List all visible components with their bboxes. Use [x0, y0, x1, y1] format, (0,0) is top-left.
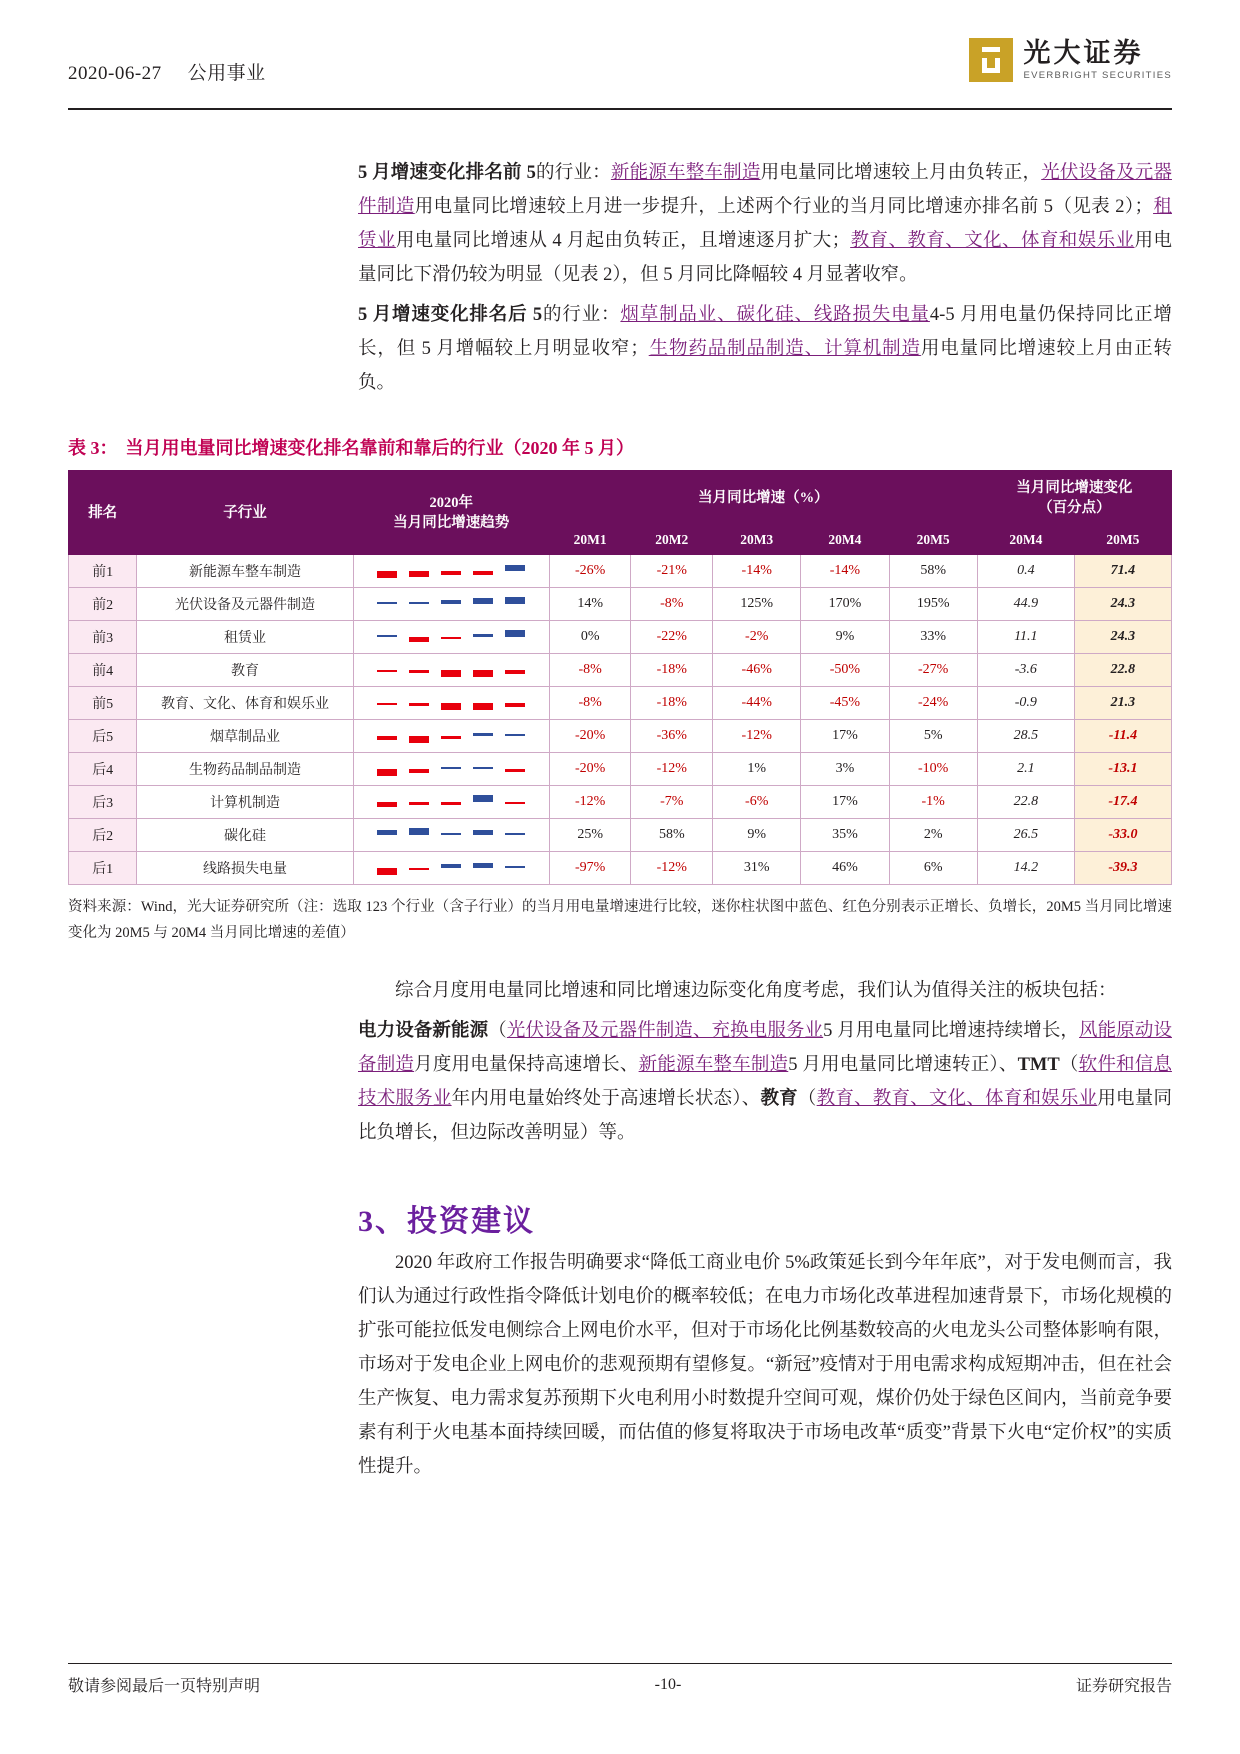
cell-growth-20m3: -44%: [713, 687, 801, 720]
cell-change-20m4: 11.1: [977, 621, 1074, 654]
table-caption-label: 表 3：: [68, 438, 118, 458]
cell-change-20m4: 28.5: [977, 720, 1074, 753]
sparkline-bar: [473, 562, 493, 580]
sparkline-chart: [377, 628, 525, 646]
cell-rank: 后4: [69, 753, 137, 786]
sparkline-bar: [441, 628, 461, 646]
sparkline-bar: [505, 760, 525, 778]
th-change-line1: 当月同比增速变化: [1016, 480, 1133, 496]
cell-change-20m5: 22.8: [1074, 654, 1171, 687]
table-caption: [68, 434, 1172, 460]
sparkline-bar: [505, 826, 525, 844]
cell-growth-20m5: 33%: [889, 621, 977, 654]
cell-subindustry: 新能源车整车制造: [137, 555, 353, 588]
para2-text-c: 用电量同比增速较上月由正转负。: [358, 339, 1172, 393]
th-trend-line2: 当月同比增速趋势: [393, 514, 510, 531]
cell-growth-20m3: -12%: [713, 720, 801, 753]
industry-name: 公用事业: [187, 63, 266, 84]
th-growth: 当月同比增速（%）: [549, 471, 977, 526]
sparkline-bar: [409, 562, 429, 580]
sparkline-bar: [505, 694, 525, 712]
cell-change-20m4: 22.8: [977, 786, 1074, 819]
logo-text-block: [1023, 39, 1172, 80]
sparkline-bar: [441, 562, 461, 580]
sparkline-bar: [441, 595, 461, 613]
cell-growth-20m2: -36%: [631, 720, 713, 753]
cell-rank: 前3: [69, 621, 137, 654]
cell-growth-20m2: -8%: [631, 588, 713, 621]
paragraph-investment: [68, 1246, 1172, 1484]
footer-page-number: -10-: [654, 1675, 682, 1693]
cell-growth-20m3: -46%: [713, 654, 801, 687]
sparkline-bar: [473, 727, 493, 745]
cell-change-20m5: 24.3: [1074, 588, 1171, 621]
th-rank: 排名: [69, 471, 137, 555]
cell-growth-20m2: -7%: [631, 786, 713, 819]
para4-underline-5: 教育、教育、文化、体育和娱乐业: [816, 1089, 1098, 1109]
para4-underline-4: 软件和信息技术服务业: [358, 1055, 1172, 1109]
cell-change-20m4: -0.9: [977, 687, 1074, 720]
sparkline-chart: [377, 595, 525, 613]
cell-growth-20m2: -12%: [631, 852, 713, 885]
para4-t5: （: [1059, 1055, 1079, 1075]
para1-underline-2: 光伏设备及元器件制造: [358, 163, 1172, 217]
sparkline-bar: [377, 628, 397, 646]
th-month-20m5: 20M5: [889, 526, 977, 555]
cell-change-20m5: -39.3: [1074, 852, 1171, 885]
sparkline-bar: [377, 562, 397, 580]
cell-growth-20m3: -6%: [713, 786, 801, 819]
th-month-20m3: 20M3: [713, 526, 801, 555]
cell-trend-sparkline: [353, 786, 549, 819]
para1-underline-3: 租赁业: [358, 197, 1172, 251]
sparkline-bar: [441, 859, 461, 877]
sparkline-bar: [409, 859, 429, 877]
cell-trend-sparkline: [353, 654, 549, 687]
cell-trend-sparkline: [353, 753, 549, 786]
cell-change-20m4: -3.6: [977, 654, 1074, 687]
sparkline-bar: [409, 760, 429, 778]
cell-rank: 前2: [69, 588, 137, 621]
sparkline-bar: [473, 661, 493, 679]
sparkline-chart: [377, 760, 525, 778]
sparkline-bar: [409, 826, 429, 844]
sparkline-chart: [377, 694, 525, 712]
sparkline-chart: [377, 826, 525, 844]
cell-rank: 后5: [69, 720, 137, 753]
sparkline-bar: [505, 727, 525, 745]
industry-growth-table: [68, 470, 1172, 885]
para1-label: 5 月增速变化排名前 5: [358, 163, 536, 183]
para5-text: 2020 年政府工作报告明确要求“降低工商业电价 5%政策延长到今年年底”，对于发电侧而言，我们认为通过行政性指令降低计划电价的概率较低；在电力市场化改革进程加速背景下，市场化规模的扩张可能拉低发电侧综合上网电价水平，但对于市场化比例基数较高的火电龙头公司整体影响有限，市场对于发电企业上网电价的悲观预期有望修复。“新冠”疫情对于用电需求构成短期冲击，但在社会生产恢复、电力需求复苏预期下火电利用小时数提升空间可观，煤价仍处于绿色区间内，当前竞争要素有利于火电基本面持续回暖，而估值的修复将取决于市场电改革“质变”背景下火电“定价权”的实质性提升。: [358, 1253, 1173, 1477]
document-content: [68, 128, 1172, 1484]
cell-growth-20m4: -50%: [801, 654, 889, 687]
sparkline-bar: [505, 859, 525, 877]
table-row: [69, 621, 1172, 654]
sparkline-bar: [441, 694, 461, 712]
logo-text-en: EVERBRIGHT SECURITIES: [1023, 69, 1172, 81]
cell-growth-20m4: -45%: [801, 687, 889, 720]
cell-growth-20m3: -14%: [713, 555, 801, 588]
table-row: [69, 753, 1172, 786]
everbright-logo-icon: [969, 38, 1013, 82]
cell-growth-20m4: 35%: [801, 819, 889, 852]
para2-underline-1: 烟草制品业、碳化硅、线路损失电量: [620, 305, 930, 325]
cell-rank: 前5: [69, 687, 137, 720]
sparkline-bar: [409, 661, 429, 679]
table-row: [69, 786, 1172, 819]
cell-growth-20m4: 3%: [801, 753, 889, 786]
sparkline-bar: [441, 661, 461, 679]
cell-growth-20m5: 195%: [889, 588, 977, 621]
th-change: [977, 471, 1171, 526]
cell-subindustry: 碳化硅: [137, 819, 353, 852]
cell-growth-20m4: 17%: [801, 720, 889, 753]
cell-growth-20m1: 14%: [549, 588, 631, 621]
cell-growth-20m5: -1%: [889, 786, 977, 819]
cell-subindustry: 烟草制品业: [137, 720, 353, 753]
sparkline-chart: [377, 562, 525, 580]
para4-underline-3: 新能源车整车制造: [638, 1055, 789, 1075]
th-month-20m2: 20M2: [631, 526, 713, 555]
para1-text-d: 用电量同比增速从 4 月起由负转正，且增速逐月扩大；: [395, 231, 851, 251]
para4-t2: 5 月用电量同比增速持续增长，: [823, 1021, 1080, 1041]
cell-change-20m5: 21.3: [1074, 687, 1171, 720]
cell-growth-20m2: -21%: [631, 555, 713, 588]
para1-text-a: 的行业：: [535, 163, 611, 183]
cell-change-20m5: 71.4: [1074, 555, 1171, 588]
cell-growth-20m1: 25%: [549, 819, 631, 852]
para4-t4: 5 月用电量同比增速转正）、: [788, 1055, 1018, 1075]
table-body: [69, 555, 1172, 885]
sparkline-bar: [473, 760, 493, 778]
page-footer: [68, 1663, 1172, 1696]
cell-growth-20m3: 125%: [713, 588, 801, 621]
para1-text-e: 用电量同比下滑仍较为明显（见表 2），但 5 月同比降幅较 4 月显著收窄。: [358, 231, 1172, 285]
cell-rank: 前1: [69, 555, 137, 588]
th-trend: [353, 471, 549, 555]
cell-growth-20m1: -12%: [549, 786, 631, 819]
cell-rank: 后2: [69, 819, 137, 852]
cell-growth-20m1: -8%: [549, 687, 631, 720]
sparkline-bar: [409, 694, 429, 712]
cell-trend-sparkline: [353, 588, 549, 621]
sparkline-bar: [441, 760, 461, 778]
cell-rank: 后3: [69, 786, 137, 819]
cell-growth-20m3: -2%: [713, 621, 801, 654]
table-row: [69, 720, 1172, 753]
cell-trend-sparkline: [353, 852, 549, 885]
sparkline-bar: [377, 760, 397, 778]
para1-underline-4: 教育、教育、文化、体育和娱乐业: [850, 231, 1135, 251]
cell-subindustry: 租赁业: [137, 621, 353, 654]
para2-underline-2: 生物药品制品制造、计算机制造: [648, 339, 921, 359]
th-chg-month-20m5: 20M5: [1074, 526, 1171, 555]
section-heading-investment: 3、投资建议: [358, 1205, 535, 1238]
sparkline-bar: [505, 628, 525, 646]
sparkline-bar: [473, 595, 493, 613]
paragraph-top5: [68, 156, 1172, 292]
cell-trend-sparkline: [353, 555, 549, 588]
table-row: [69, 819, 1172, 852]
cell-growth-20m2: 58%: [631, 819, 713, 852]
sparkline-bar: [409, 727, 429, 745]
sparkline-chart: [377, 661, 525, 679]
footer-left: 敬请参阅最后一页特别声明: [68, 1678, 261, 1695]
sparkline-bar: [377, 826, 397, 844]
sparkline-bar: [505, 595, 525, 613]
para1-text-b: 用电量同比增速较上月由负转正，: [760, 163, 1042, 183]
cell-growth-20m1: -26%: [549, 555, 631, 588]
cell-growth-20m4: 9%: [801, 621, 889, 654]
cell-subindustry: 计算机制造: [137, 786, 353, 819]
table-caption-title: 当月用电量同比增速变化排名靠前和靠后的行业（2020 年 5 月）: [125, 438, 634, 458]
sparkline-bar: [473, 793, 493, 811]
cell-subindustry: 教育、文化、体育和娱乐业: [137, 687, 353, 720]
table-row: [69, 687, 1172, 720]
sparkline-bar: [377, 727, 397, 745]
cell-growth-20m2: -18%: [631, 687, 713, 720]
cell-change-20m4: 26.5: [977, 819, 1074, 852]
para4-underline-1: 光伏设备及元器件制造、充换电服务业: [506, 1021, 824, 1041]
cell-growth-20m1: 0%: [549, 621, 631, 654]
logo-text-cn: 光大证券: [1023, 38, 1144, 69]
sparkline-bar: [441, 793, 461, 811]
cell-trend-sparkline: [353, 720, 549, 753]
cell-growth-20m5: 2%: [889, 819, 977, 852]
cell-growth-20m3: 1%: [713, 753, 801, 786]
table-row: [69, 654, 1172, 687]
th-subindustry: 子行业: [137, 471, 353, 555]
cell-growth-20m1: -8%: [549, 654, 631, 687]
para4-bold-3: 教育: [760, 1089, 798, 1109]
cell-growth-20m4: -14%: [801, 555, 889, 588]
cell-subindustry: 生物药品制品制造: [137, 753, 353, 786]
cell-rank: 前4: [69, 654, 137, 687]
cell-growth-20m1: -97%: [549, 852, 631, 885]
sparkline-bar: [473, 694, 493, 712]
para3-text: 综合月度用电量同比增速和同比增速边际变化角度考虑，我们认为值得关注的板块包括：: [395, 981, 1117, 1001]
sparkline-bar: [377, 661, 397, 679]
sparkline-chart: [377, 793, 525, 811]
cell-trend-sparkline: [353, 819, 549, 852]
para4-t8: 用电量同比负增长，但边际改善明显）等。: [358, 1089, 1172, 1143]
cell-growth-20m5: 6%: [889, 852, 977, 885]
report-date: 2020-06-27: [68, 63, 162, 84]
table-source-note: 资料来源：Wind，光大证券研究所（注：选取 123 个行业（含子行业）的当月用电量增速进行比较，迷你柱状图中蓝色、红色分别表示正增长、负增长，20M5 当月同比增速变化为 20M5 与 20M4 当月同比增速的差值）: [68, 899, 1172, 941]
th-change-line2: （百分点）: [1038, 500, 1111, 516]
paragraph-bottom5: [68, 298, 1172, 400]
table-row: [69, 852, 1172, 885]
cell-growth-20m4: 46%: [801, 852, 889, 885]
cell-change-20m4: 44.9: [977, 588, 1074, 621]
cell-growth-20m3: 9%: [713, 819, 801, 852]
cell-growth-20m2: -18%: [631, 654, 713, 687]
footer-right: 证券研究报告: [1075, 1678, 1172, 1695]
sparkline-bar: [505, 793, 525, 811]
cell-trend-sparkline: [353, 687, 549, 720]
cell-growth-20m5: 58%: [889, 555, 977, 588]
cell-growth-20m5: -24%: [889, 687, 977, 720]
para2-text-b: 4-5 月用电量仍保持同比正增长，但 5 月增幅较上月明显收窄；: [358, 305, 1172, 359]
cell-change-20m5: -33.0: [1074, 819, 1171, 852]
sparkline-bar: [505, 562, 525, 580]
cell-growth-20m4: 170%: [801, 588, 889, 621]
sparkline-bar: [377, 859, 397, 877]
sparkline-bar: [473, 628, 493, 646]
sparkline-bar: [409, 595, 429, 613]
table-row: [69, 588, 1172, 621]
th-month-20m4: 20M4: [801, 526, 889, 555]
th-trend-line1: 2020年: [429, 494, 473, 511]
header-left: [68, 58, 266, 85]
cell-growth-20m5: 5%: [889, 720, 977, 753]
cell-growth-20m2: -12%: [631, 753, 713, 786]
para2-label: 5 月增速变化排名后 5: [358, 305, 543, 325]
cell-subindustry: 光伏设备及元器件制造: [137, 588, 353, 621]
sparkline-bar: [377, 595, 397, 613]
cell-rank: 后1: [69, 852, 137, 885]
th-chg-month-20m4: 20M4: [977, 526, 1074, 555]
para4-t1: （: [488, 1021, 507, 1041]
cell-change-20m4: 0.4: [977, 555, 1074, 588]
para4-bold-2: TMT: [1017, 1055, 1060, 1075]
para2-text-a: 的行业：: [542, 305, 621, 325]
para4-t6: 年内用电量始终处于高速增长状态）、: [451, 1089, 761, 1109]
sparkline-bar: [473, 826, 493, 844]
sparkline-chart: [377, 727, 525, 745]
footer-row: [68, 1664, 1172, 1696]
cell-growth-20m1: -20%: [549, 753, 631, 786]
para4-bold-1: 电力设备新能源: [358, 1021, 489, 1041]
cell-growth-20m4: 17%: [801, 786, 889, 819]
cell-change-20m5: -11.4: [1074, 720, 1171, 753]
cell-growth-20m5: -27%: [889, 654, 977, 687]
paragraph-sectors: [68, 1014, 1172, 1150]
cell-growth-20m1: -20%: [549, 720, 631, 753]
cell-subindustry: 教育: [137, 654, 353, 687]
cell-change-20m4: 14.2: [977, 852, 1074, 885]
cell-change-20m5: 24.3: [1074, 621, 1171, 654]
paragraph-summary: [68, 974, 1172, 1008]
para4-underline-2: 风能原动设备制造: [358, 1021, 1172, 1075]
para1-text-c: 用电量同比增速较上月进一步提升，上述两个行业的当月同比增速亦排名前 5（见表 2）；: [414, 197, 1154, 217]
sparkline-bar: [473, 859, 493, 877]
para4-t7: （: [797, 1089, 817, 1109]
sparkline-bar: [409, 793, 429, 811]
cell-change-20m5: -13.1: [1074, 753, 1171, 786]
cell-growth-20m3: 31%: [713, 852, 801, 885]
table-row: [69, 555, 1172, 588]
sparkline-bar: [409, 628, 429, 646]
sparkline-bar: [377, 793, 397, 811]
sparkline-bar: [441, 727, 461, 745]
header-divider: [68, 108, 1172, 110]
th-month-20m1: 20M1: [549, 526, 631, 555]
para4-t3: 月度用电量保持高速增长、: [414, 1055, 639, 1075]
sparkline-chart: [377, 859, 525, 877]
sparkline-bar: [505, 661, 525, 679]
cell-change-20m4: 2.1: [977, 753, 1074, 786]
cell-subindustry: 线路损失电量: [137, 852, 353, 885]
para1-underline-1: 新能源车整车制造: [610, 163, 761, 183]
cell-trend-sparkline: [353, 621, 549, 654]
cell-growth-20m2: -22%: [631, 621, 713, 654]
cell-growth-20m5: -10%: [889, 753, 977, 786]
company-logo: [969, 38, 1172, 82]
sparkline-bar: [377, 694, 397, 712]
cell-change-20m5: -17.4: [1074, 786, 1171, 819]
table-header-row-1: [69, 471, 1172, 526]
sparkline-bar: [441, 826, 461, 844]
